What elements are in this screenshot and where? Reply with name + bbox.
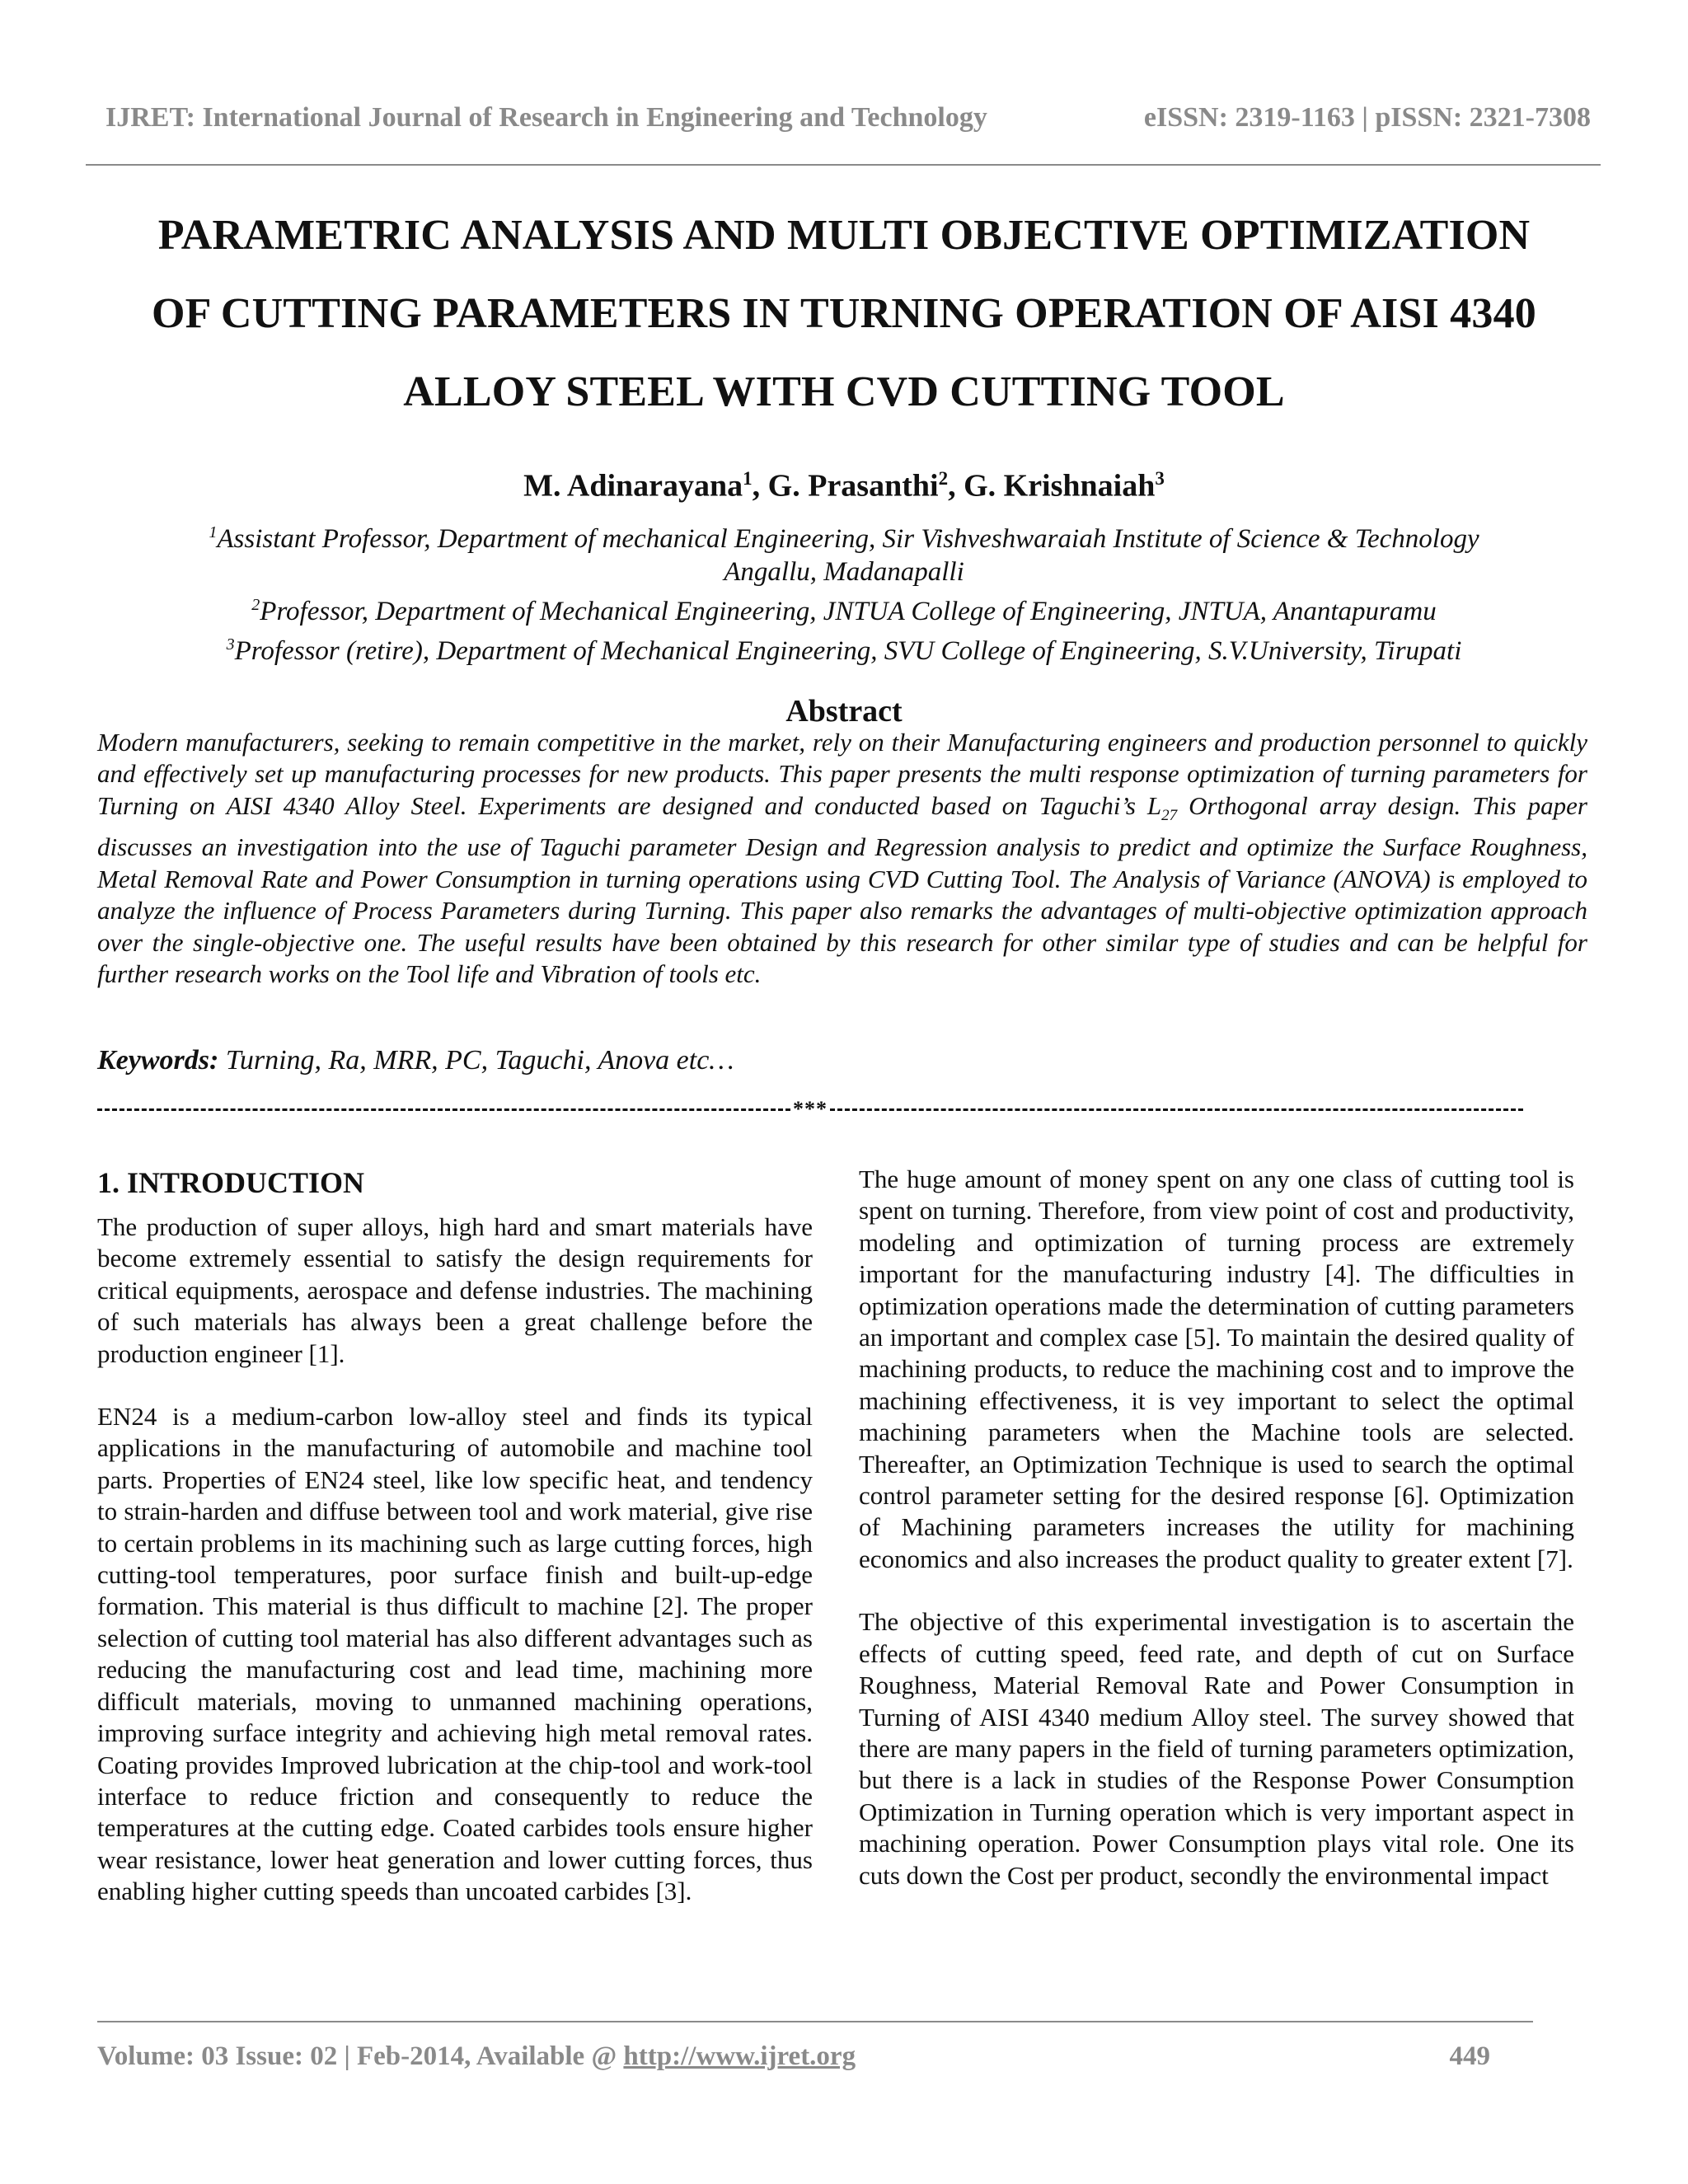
volume-info: Volume: 03 Issue: 02 | Feb-2014, Available @ — [97, 2041, 624, 2071]
separator-dashes — [830, 1108, 1523, 1111]
affiliation — [97, 628, 1591, 668]
header-rule — [86, 164, 1601, 166]
affiliation-mark: 2 — [251, 596, 260, 614]
footer-rule — [97, 2021, 1533, 2022]
affiliation — [97, 516, 1591, 555]
title-line: ALLOY STEEL WITH CVD CUTTING TOOL — [403, 368, 1285, 415]
page-number: 449 — [1449, 2041, 1490, 2071]
affiliation-mark: 1 — [209, 523, 218, 541]
abstract-body — [97, 727, 1587, 990]
journal-name: IJRET: International Journal of Research in Engineering and Technology — [106, 102, 987, 133]
separator-dashes — [97, 1108, 790, 1111]
affiliation-text: Assistant Professor, Department of mechanical Engineering, Sir Vishveshwaraiah Institute of Science & Technology — [217, 524, 1479, 554]
issn-numbers: eISSN: 2319-1163 | pISSN: 2321-7308 — [1143, 102, 1591, 133]
running-header — [106, 97, 1591, 138]
body-paragraph: The production of super alloys, high hard and smart materials have become extremely essential to satisfy the design requirements for critical equipments, aerospace and defense industries. The machining of such materials has always been a great challenge before the production engineer [1]. — [97, 1212, 813, 1368]
keywords-text: Turning, Ra, MRR, PC, Taguchi, Anova etc… — [218, 1045, 734, 1076]
affiliation-text: Professor, Department of Mechanical Engineering, JNTUA College of Engineering, JNTUA, Anantapuramu — [260, 597, 1437, 626]
body-paragraph: The huge amount of money spent on any one class of cutting tool is spent on turning. Therefore, from view point of cost and productivity, modeling and optimization of turning process are extremely important for the manufacturing industry [4]. The difficulties in optimization operations made the determination of cutting parameters an important and complex case [5]. To maintain the desired quality of machining products, to reduce the machining cost and to improve the machining effectiveness, it is vey important to select the optimal machining parameters when the Machine tools are selected. Thereafter, an Optimization Technique is used to search the optimal control parameter setting for the desired response [6]. Optimization of Machining parameters increases the utility for machining economics and also increases the product quality to greater extent [7]. — [859, 1165, 1574, 1573]
keywords-label: Keywords: — [97, 1045, 219, 1076]
body-paragraph: The objective of this experimental investigation is to ascertain the effects of cutting speed, feed rate, and depth of cut on Surface Roughness, Material Removal Rate and Power Consumption in Turning of AISI 4340 medium Alloy steel. The survey showed that there are many papers in the field of turning parameters optimization, but there is a lack in studies of the Response Power Consumption Optimization in Turning operation which is very important aspect in machining operation. Power Consumption plays vital role. One its cuts down the Cost per product, secondly the environmental impact — [859, 1607, 1574, 1890]
abstract-subscript: 27 — [1161, 807, 1178, 824]
journal-link[interactable]: http://www.ijret.org — [623, 2041, 856, 2071]
body-paragraph: EN24 is a medium-carbon low-alloy steel and finds its typical applications in the manufacturing of automobile and machine tool parts. Properties of EN24 steel, like low specific heat, and tendency to strain-harden and diffuse between tool and work material, give rise to certain problems in its machining such as large cutting forces, high cutting-tool temperatures, poor surface finish and built-up-edge formation. This material is thus difficult to machine [2]. The proper selection of cutting tool material has also different advantages such as reducing the manufacturing cost and lead time, machining more difficult materials, moving to unmanned machining operations, improving surface integrity and achieving high metal removal rates. Coating provides Improved lubrication at the chip-tool and work-tool interface to reduce friction and consequently to reduce the temperatures at the cutting edge. Coated carbides tools ensure higher wear resistance, lower heat generation and lower cutting forces, thus enabling higher cutting speeds than uncoated carbides [3]. — [97, 1402, 813, 1906]
affiliation-continuation: Angallu, Madanapalli — [724, 557, 964, 587]
section-separator — [97, 1093, 1523, 1126]
affiliation — [97, 588, 1591, 628]
abstract-heading: Abstract — [785, 694, 903, 729]
affiliation-list — [97, 516, 1591, 668]
keywords — [97, 1042, 1591, 1080]
abstract-text: Orthogonal array design. This paper discusses an investigation into the use of Taguchi parameter Design and Regression analysis to predict and optimize the Surface Roughness, Metal Removal Rate and Power Consumption in turning operations using CVD Cutting Tool. The Analysis of Variance (ANOVA) is employed to analyze the influence of Process Parameters during Turning. This paper also remarks the advantages of multi-objective optimization approach over the single-objective one. The useful results have been obtained by this research for other similar type of studies and can be helpful for further research works on the Tool life and Vibration of tools etc. — [97, 790, 1587, 989]
affiliation-text: Professor (retire), Department of Mechanical Engineering, SVU College of Engineering, S.V.University, Tirupati — [234, 636, 1462, 666]
separator-mark: *** — [793, 1097, 828, 1121]
paper-title — [86, 196, 1602, 431]
author-name: G. Krishnaiah — [964, 468, 1156, 504]
title-line: PARAMETRIC ANALYSIS AND MULTI OBJECTIVE OPTIMIZATION — [157, 212, 1531, 259]
left-column — [97, 1162, 813, 1908]
right-column — [859, 1164, 1574, 1891]
section-heading: 1. INTRODUCTION — [97, 1166, 365, 1199]
author-name: G. Prasanthi — [767, 468, 939, 504]
author-affiliation-mark: 1 — [743, 468, 753, 489]
footer-volume — [97, 2041, 856, 2072]
author-name: M. Adinarayana — [523, 468, 743, 504]
title-line: OF CUTTING PARAMETERS IN TURNING OPERATION OF AISI 4340 — [151, 290, 1536, 337]
page-footer — [97, 2036, 1490, 2077]
author-list: M. Adinarayana$^1$, G. Prasanthi$^2$, G. Krishnaiah$^3$ — [523, 468, 1165, 504]
abstract-text: Modern manufacturers, seeking to remain competitive in the market, rely on their Manufacturing engineers and production personnel to quickly and effectively set up manufacturing processes for new products. This paper presents the multi response optimization of turning parameters for Turning on AISI 4340 Alloy Steel. Experiments are designed and conducted based on Taguchi’s L — [97, 728, 1587, 820]
affiliation-mark: 3 — [226, 635, 235, 654]
author-affiliation-mark: 3 — [1155, 468, 1165, 489]
author-affiliation-mark: 2 — [938, 468, 949, 489]
